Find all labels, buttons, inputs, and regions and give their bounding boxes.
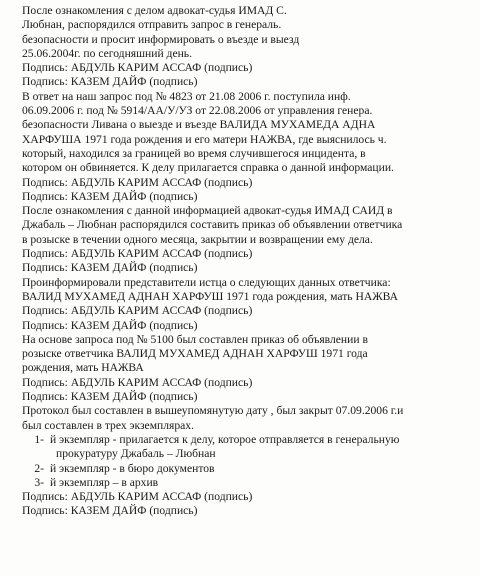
text-line: безопасности и просит информировать о въезде и выезд — [22, 32, 300, 46]
list-item-text: й экземпляр - прилагается к делу, которое отправляется в генеральную — [50, 432, 400, 446]
paragraph-order — [22, 204, 474, 247]
signature-line: Подпись: КАЗЕМ ДАЙФ (подпись) — [22, 318, 198, 332]
list-item — [22, 433, 474, 462]
signature-block — [22, 247, 474, 276]
text-line: В ответ на наш запрос под № 4823 от 21.08 2006 г. поступила инф. — [22, 89, 351, 103]
signature-line: Подпись: АБДУЛЬ КАРИМ АССАФ (подпись) — [22, 61, 253, 75]
paragraph-protocol — [22, 404, 474, 433]
text-line: Протокол был составлен в вышеупомянутую дату , был закрыт 07.09.2006 г.и — [22, 404, 404, 418]
signature-block — [22, 376, 474, 405]
text-line: Проинформировали представители истца о следующих данных ответчика: — [22, 275, 391, 289]
text-line: в розыске в течении одного месяца, закрытии и возвращении ему дела. — [22, 232, 373, 246]
text-line: 06.09.2006 г. под № 5914/АА/У/УЗ от 22.08.2006 от управления генера. — [22, 104, 373, 118]
signature-line: Подпись: АБДУЛЬ КАРИМ АССАФ (подпись) — [22, 304, 253, 318]
signature-line: Подпись: КАЗЕМ ДАЙФ (подпись) — [22, 504, 198, 518]
text-line: На основе запроса под № 5100 был составлен приказ об объявлении в — [22, 332, 368, 346]
signature-block — [22, 304, 474, 333]
signature-block — [22, 176, 474, 205]
text-line: был составлен в трех экземплярах. — [22, 418, 195, 432]
paragraph-defendant-data — [22, 276, 474, 305]
list-item-continuation: прокуратуру Джабаль – Любнан — [56, 447, 216, 461]
list-item-text: й экземпляр - в бюро документов — [50, 461, 215, 475]
paragraph-response — [22, 90, 474, 176]
signature-block — [22, 490, 474, 519]
list-item — [22, 476, 474, 490]
text-line: котором он обвиняется. К делу прилагается справка о данной информации. — [22, 161, 394, 175]
signature-line: Подпись: КАЗЕМ ДАЙФ (подпись) — [22, 189, 198, 203]
signature-line: Подпись: АБДУЛЬ КАРИМ АССАФ (подпись) — [22, 175, 253, 189]
copies-list — [22, 433, 474, 490]
text-line: который, находился за границей во время случившегося инцидента, в — [22, 146, 366, 160]
list-number: 2- — [34, 461, 44, 475]
list-number: 1- — [34, 432, 44, 446]
signature-line: Подпись: КАЗЕМ ДАЙФ (подпись) — [22, 261, 198, 275]
text-line: рождения, мать НАЖВА — [22, 361, 144, 375]
signature-line: Подпись: АБДУЛЬ КАРИМ АССАФ (подпись) — [22, 247, 253, 261]
text-line: ВАЛИД МУХАМЕД АДНАН ХАРФУШ 1971 года рождения, мать НАЖВА — [22, 289, 398, 303]
text-line: безопасности Ливана о выезде и въезде ВАЛИДА МУХАМЕДА АДНА — [22, 118, 376, 132]
text-line: ХАРФУША 1971 года рождения и его матери НАЖВА, где выяснилось ч. — [22, 132, 387, 146]
text-line: После ознакомления с делом адвокат-судья ИМАД С. — [22, 4, 287, 17]
paragraph-wanted-order — [22, 333, 474, 376]
text-line: Джабаль – Любнан распорядился составить приказ об объявлении ответчика — [22, 218, 403, 232]
signature-block — [22, 61, 474, 90]
signature-line: Подпись: АБДУЛЬ КАРИМ АССАФ (подпись) — [22, 375, 253, 389]
text-line: 25.06.2004г. по сегодняшний день. — [22, 46, 192, 60]
signature-line: Подпись: АБДУЛЬ КАРИМ АССАФ (подпись) — [22, 490, 253, 504]
text-line: После ознакомления с данной информацией адвокат-судья ИМАД САИД в — [22, 204, 393, 218]
document-body — [22, 4, 474, 519]
signature-line: Подпись: КАЗЕМ ДАЙФ (подпись) — [22, 390, 198, 404]
signature-line: Подпись: КАЗЕМ ДАЙФ (подпись) — [22, 75, 198, 89]
text-line: розыске ответчика ВАЛИД МУХАМЕД АДНАН ХАРФУШ 1971 года — [22, 347, 368, 361]
paragraph-request-intro — [22, 4, 474, 61]
list-item-text: й экземпляр – в архив — [50, 475, 159, 489]
list-number: 3- — [34, 475, 44, 489]
list-item — [22, 462, 474, 476]
text-line: Любнан, распорядился отправить запрос в генераль. — [22, 18, 282, 32]
